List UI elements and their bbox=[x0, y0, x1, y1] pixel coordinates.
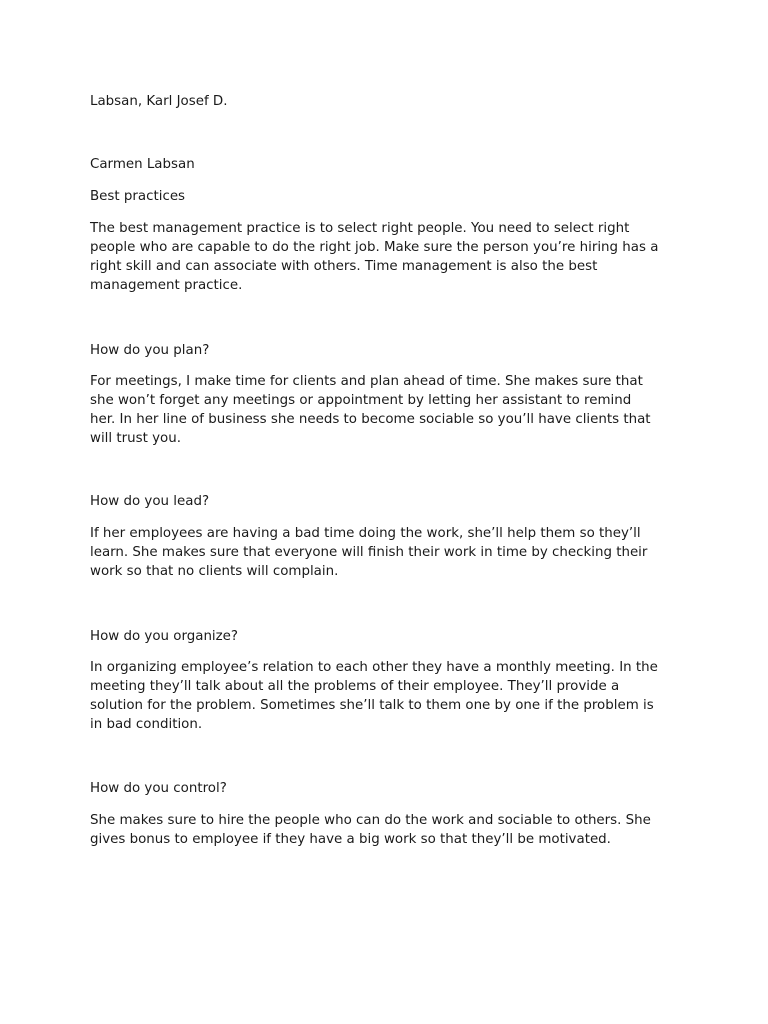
section-heading-organize: How do you organize? bbox=[90, 629, 239, 644]
section-body-control: She makes sure to hire the people who can do the work and sociable to others. She gives bonus to employee if they have a big work so that they’ll be motivated. bbox=[90, 813, 651, 847]
author-line: Labsan, Karl Josef D. bbox=[90, 94, 228, 109]
section-body-organize: In organizing employee’s relation to each other they have a monthly meeting. In the meeting they’ll talk about all the problems of their employee. They’ll provide a solution for the problem. Sometimes she’ll talk to them one by one if the problem is in bad condition. bbox=[90, 660, 658, 732]
section-body-lead: If her employees are having a bad time doing the work, she’ll help them so they’ll learn. She makes sure that everyone will finish their work in time by checking their work so that no clients will complain. bbox=[90, 526, 648, 579]
section-heading-lead: How do you lead? bbox=[90, 494, 210, 509]
section-heading-plan: How do you plan? bbox=[90, 343, 210, 358]
section-body-best-practices: The best management practice is to select right people. You need to select right people who are capable to do the right job. Make sure the person you’re hiring has a right skill and can associate with others. Time management is also the best management practice. bbox=[90, 221, 659, 293]
section-body-plan: For meetings, I make time for clients and plan ahead of time. She makes sure that she won’t forget any meetings or appointment by letting her assistant to remind her. In her line of business she needs to become sociable so you’ll have clients that will trust you. bbox=[90, 374, 651, 446]
section-heading-control: How do you control? bbox=[90, 781, 227, 796]
interviewee-name: Carmen Labsan bbox=[90, 157, 195, 172]
section-heading-best-practices: Best practices bbox=[90, 189, 186, 204]
